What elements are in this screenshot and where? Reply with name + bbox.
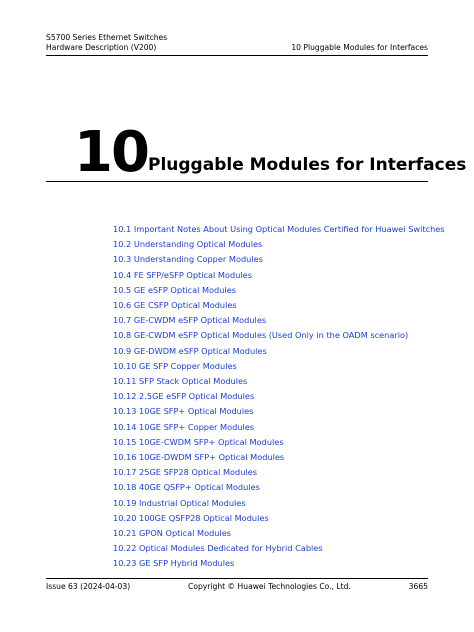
footer-issue: Issue 63 (2024-04-03): [46, 582, 131, 591]
chapter-divider: [46, 181, 428, 182]
header-row-document: [46, 43, 428, 53]
chapter-number: 10: [74, 120, 148, 185]
toc-link-10-10[interactable]: 10.10 GE SFP Copper Modules: [113, 360, 237, 371]
header-chapter-reference: 10 Pluggable Modules for Interfaces: [291, 43, 428, 52]
page-footer: [46, 582, 428, 592]
toc-link-10-11[interactable]: 10.11 SFP Stack Optical Modules: [113, 376, 248, 387]
toc-link-10-12[interactable]: 10.12 2.5GE eSFP Optical Modules: [113, 391, 255, 402]
toc-link-10-5[interactable]: 10.5 GE eSFP Optical Modules: [113, 284, 236, 295]
toc-link-10-3[interactable]: 10.3 Understanding Copper Modules: [113, 254, 263, 265]
toc-link-10-14[interactable]: 10.14 10GE SFP+ Copper Modules: [113, 421, 255, 432]
toc-link-10-6[interactable]: 10.6 GE CSFP Optical Modules: [113, 300, 237, 311]
footer-copyright: Copyright © Huawei Technologies Co., Ltd.: [188, 582, 351, 591]
toc-link-10-15[interactable]: 10.15 10GE-CWDM SFP+ Optical Modules: [113, 436, 284, 447]
toc-link-10-1[interactable]: 10.1 Important Notes About Using Optical Modules Certified for Huawei Switches: [113, 224, 445, 234]
toc-link-10-18[interactable]: 10.18 40GE QSFP+ Optical Modules: [113, 482, 260, 493]
toc-link-10-19[interactable]: 10.19 Industrial Optical Modules: [113, 497, 246, 508]
header-product-name: S5700 Series Ethernet Switches: [46, 33, 168, 42]
header-row-product: [46, 33, 428, 43]
toc-link-10-7[interactable]: 10.7 GE-CWDM eSFP Optical Modules: [113, 315, 267, 326]
toc-link-10-4[interactable]: 10.4 FE SFP/eSFP Optical Modules: [113, 269, 252, 280]
toc-link-10-17[interactable]: 10.17 25GE SFP28 Optical Modules: [113, 467, 258, 478]
toc-link-10-16[interactable]: 10.16 10GE-DWDM SFP+ Optical Modules: [113, 452, 285, 463]
toc-link-10-9[interactable]: 10.9 GE-DWDM eSFP Optical Modules: [113, 345, 267, 356]
toc-link-10-13[interactable]: 10.13 10GE SFP+ Optical Modules: [113, 406, 254, 417]
toc-link-10-20[interactable]: 10.20 100GE QSFP28 Optical Modules: [113, 512, 269, 523]
header-document-name: Hardware Description (V200): [46, 43, 157, 52]
chapter-toc: [113, 222, 445, 572]
toc-link-10-21[interactable]: 10.21 GPON Optical Modules: [113, 528, 232, 539]
chapter-heading: [74, 120, 467, 185]
chapter-title: Pluggable Modules for Interfaces: [148, 155, 467, 175]
toc-link-10-8[interactable]: 10.8 GE-CWDM eSFP Optical Modules (Used Only in the OADM scenario): [113, 330, 409, 341]
toc-link-10-2[interactable]: 10.2 Understanding Optical Modules: [113, 239, 263, 250]
page-header: [46, 33, 428, 53]
header-divider: [46, 55, 428, 56]
footer-divider: [46, 578, 428, 579]
toc-link-10-23[interactable]: 10.23 GE SFP Hybrid Modules: [113, 558, 235, 569]
toc-link-10-22[interactable]: 10.22 Optical Modules Dedicated for Hybrid Cables: [113, 543, 323, 554]
footer-page-number: 3665: [408, 582, 428, 591]
